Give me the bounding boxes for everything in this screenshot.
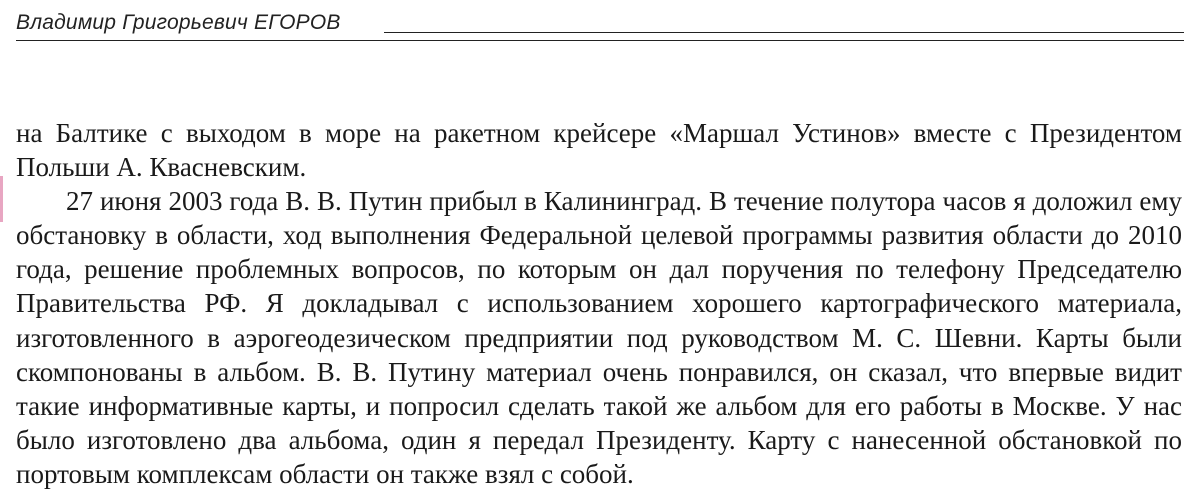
paragraph-1: на Балтике с выходом в море на ракетном крейсере «Маршал Устинов» вместе с Президентом Польши А. Квасневским. [16,118,1182,183]
margin-highlight-mark [0,176,3,222]
header-rule-bottom [16,40,1184,41]
paragraph-2: 27 июня 2003 года В. В. Путин прибыл в Калининград. В течение полутора часов я доложил ему обстановку в области, ход выполнения Федеральной целевой программы развития области до 2010 года, решение проблемных вопросов, по которым он дал поручения по телефону Председателю Правительства РФ. Я докладывал с использованием хорошего картографического материала, изготовленного в аэрогеодезическом предприятии под руководством М. С. Шевни. Карты были скомпонованы в альбом. В. В. Путину материал очень понравился, он сказал, что впервые видит такие информативные карты, и попросил сделать такой же альбом для его работы в Москве. У нас было изготовлено два альбома, один я передал Президенту. Карту с нанесенной обстановкой по портовым комплексам области он также взял с собой. [16,186,1182,489]
header-rule-top [384,32,1184,33]
body-text [16,116,1182,491]
running-header [16,5,1184,45]
running-header-author: Владимир Григорьевич ЕГОРОВ [16,11,341,34]
